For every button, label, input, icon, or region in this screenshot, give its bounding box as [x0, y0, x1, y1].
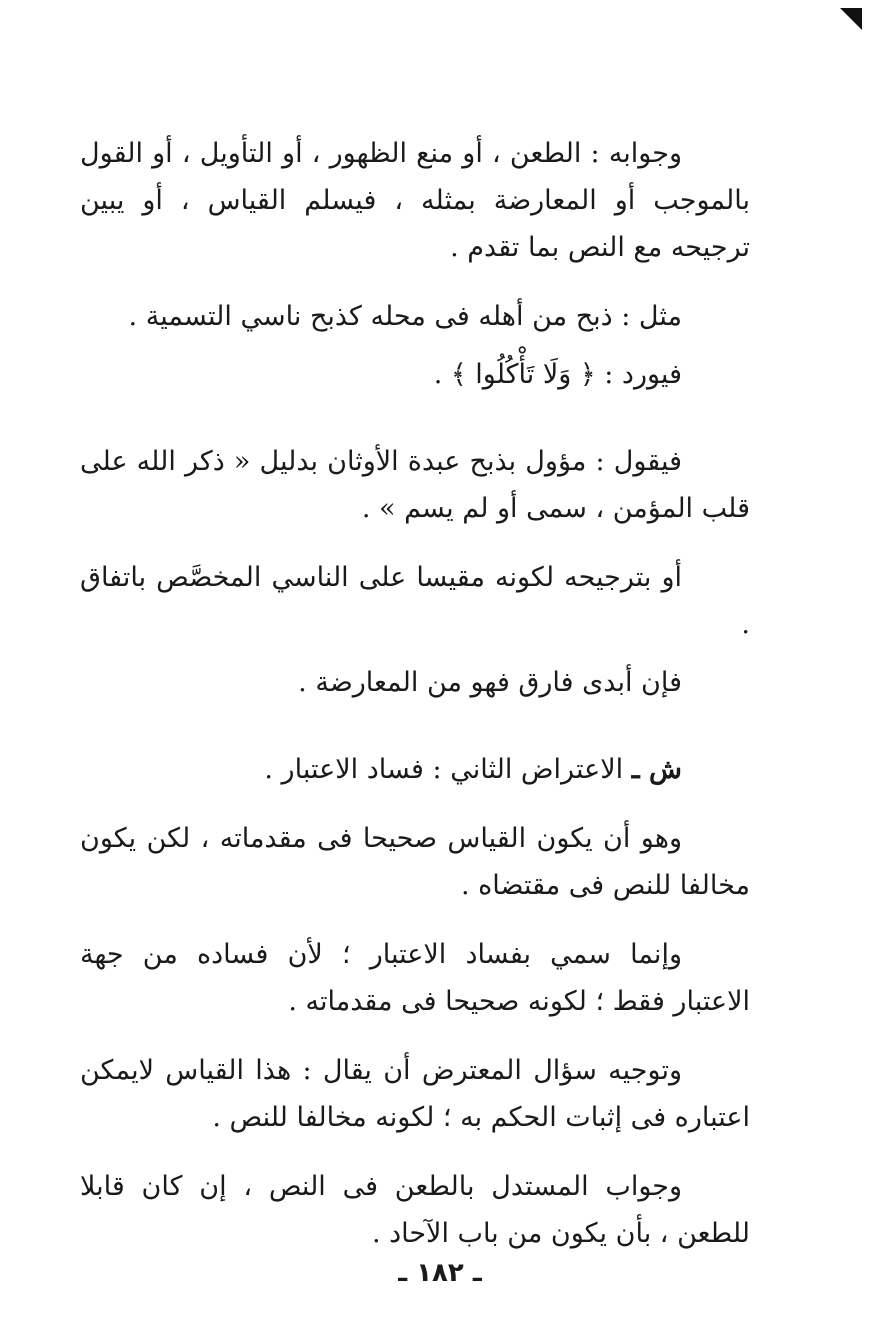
paragraph-objector-question: وتوجيه سؤال المعترض أن يقال : هذا القياس لايمكن اعتباره فى إثبات الحكم به ؛ لكونه مخالفا للنص .: [80, 1055, 750, 1133]
paragraph-definition: وهو أن يكون القياس صحيحا فى مقدماته ، لكن يكون مخالفا للنص فى مقتضاه .: [80, 823, 750, 901]
corner-triangle-icon: [840, 8, 862, 30]
section-title: الاعتراض الثاني : فساد الاعتبار .: [264, 754, 624, 785]
section-heading: [80, 746, 750, 793]
paragraph-respondent-answer: وجواب المستدل بالطعن فى النص ، إن كان قابلا للطعن ، بأن يكون من باب الآحاد .: [80, 1171, 750, 1249]
paragraph-naming: وإنما سمي بفساد الاعتبار ؛ لأن فساده من جهة الاعتبار فقط ؛ لكونه صحيحا فى مقدماته .: [80, 939, 750, 1017]
paragraph-interpretation: فيقول : مؤول بذبح عبدة الأوثان بدليل « ذكر الله على قلب المؤمن ، سمى أو لم يسم » .: [80, 446, 750, 524]
paragraph-objection-verse: فيورد : ﴿ وَلَا تَأْكُلُوا ﴾ .: [433, 359, 682, 390]
paragraph-example: مثل : ذبح من أهله فى محله كذبح ناسي التسمية .: [128, 301, 682, 332]
paragraph-difference: فإن أبدى فارق فهو من المعارضة .: [298, 667, 682, 698]
paragraph-preference: أو بترجيحه لكونه مقيسا على الناسي المخصَّص باتفاق .: [80, 562, 750, 640]
page-number: ـ ١٨٢ ـ: [398, 1258, 482, 1288]
page-body: [80, 130, 750, 1257]
paragraph-answer: وجوابه : الطعن ، أو منع الظهور ، أو التأويل ، أو القول بالموجب أو المعارضة بمثله ، فيسلم القياس ، أو يبين ترجيحه مع النص بما تقدم .: [80, 138, 750, 263]
section-marker: ش ـ: [631, 754, 682, 785]
